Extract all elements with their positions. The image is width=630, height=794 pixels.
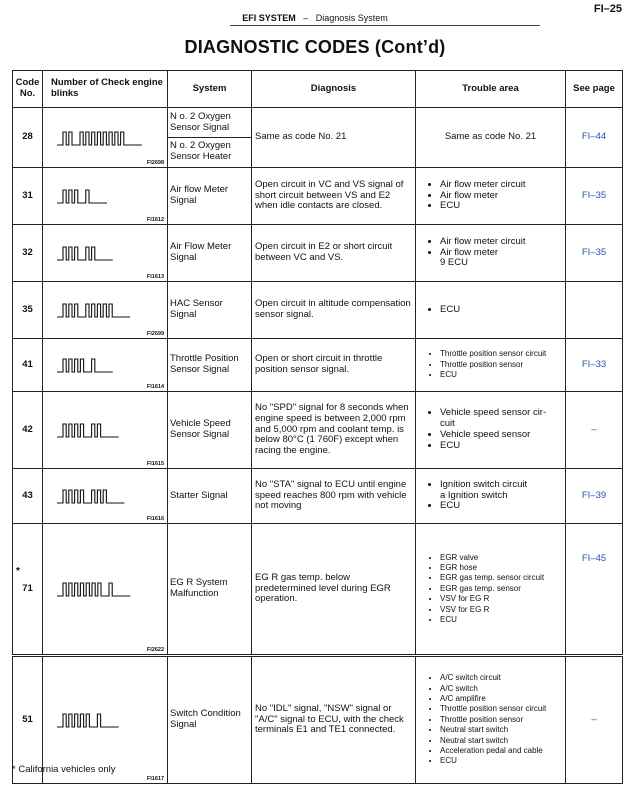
col-header-system: System	[168, 71, 252, 108]
see-page-link[interactable]: FI–35	[566, 168, 623, 225]
trouble-item: • Air flow meter	[440, 191, 563, 202]
blink-pulse-trace	[57, 583, 130, 596]
diagnosis-cell: No "SPD" signal for 8 seconds when engine speed is between 2,000 rpm and 5,000 rpm and coolant temp. is below 80°C (1 760F) except when racing the engine.	[252, 392, 416, 469]
col-header-blinks: Number of Check engine blinks	[43, 71, 168, 108]
code-cell: 42	[13, 392, 43, 469]
diagnosis-cell: Open circuit in E2 or short circuit between VC and VS.	[252, 225, 416, 282]
blink-pulse-trace	[57, 490, 124, 503]
trouble-item: • Air flow meter	[440, 248, 563, 259]
diagnosis-cell: No "IDL" signal, "NSW" signal or "A/C" signal to ECU, with the check terminals E1 and TE1 connected.	[252, 656, 416, 784]
blink-waveform	[55, 483, 155, 509]
table-row	[13, 225, 623, 282]
figure-ref: FI1614	[146, 383, 164, 390]
trouble-area-cell	[416, 282, 566, 339]
trouble-area-cell	[416, 469, 566, 524]
blink-pattern-cell	[43, 282, 168, 339]
diagnosis-cell: Open circuit in altitude compensation sensor signal.	[252, 282, 416, 339]
trouble-item: • ECU	[440, 501, 563, 512]
trouble-item: • Throttle position sensor circuit	[440, 704, 563, 714]
page-number: FI–25	[593, 3, 622, 15]
code-cell: 41	[13, 339, 43, 392]
system-cell: Air flow Meter Signal	[168, 168, 252, 225]
trouble-item: • EGR hose	[440, 563, 563, 573]
blink-waveform	[55, 707, 155, 733]
system-cell	[168, 108, 252, 168]
col-header-see-page: See page	[566, 71, 623, 108]
blink-pulse-trace	[57, 132, 142, 145]
blink-pattern-cell	[43, 225, 168, 282]
figure-ref: FI1612	[146, 216, 164, 223]
figure-ref: FI2698	[146, 159, 164, 166]
trouble-item: • Throttle position sensor	[440, 360, 563, 370]
trouble-item: • Air flow meter circuit	[440, 237, 563, 248]
trouble-area-cell	[416, 524, 566, 656]
system-cell: Vehicle Speed Sensor Signal	[168, 392, 252, 469]
table-row	[13, 108, 623, 168]
trouble-item: • Air flow meter circuit	[440, 180, 563, 191]
trouble-item: • Throttle position sensor	[440, 715, 563, 725]
see-page-link: –	[566, 656, 623, 784]
system-cell: EG R System Malfunction	[168, 524, 252, 656]
trouble-area-cell: Same as code No. 21	[416, 108, 566, 168]
blink-pulse-trace	[57, 304, 130, 317]
see-page-link[interactable]: FI–45	[566, 524, 623, 656]
trouble-item: • Vehicle speed sensor cir- cuit	[440, 408, 563, 430]
table-row	[13, 339, 623, 392]
trouble-item: • VSV for EG R	[440, 594, 563, 604]
see-page-link[interactable]: FI–35	[566, 225, 623, 282]
code-cell: 28	[13, 108, 43, 168]
col-header-diagnosis: Diagnosis	[252, 71, 416, 108]
trouble-item: • ECU	[440, 615, 563, 625]
blink-waveform	[55, 125, 155, 151]
trouble-item: a Ignition switch	[440, 489, 508, 501]
blink-pulse-trace	[57, 424, 119, 437]
trouble-item: • ECU	[440, 756, 563, 766]
asterisk-mark: *	[16, 566, 20, 577]
blink-waveform	[55, 183, 155, 209]
diagnosis-cell: Open or short circuit in throttle position sensor signal.	[252, 339, 416, 392]
col-header-trouble-area: Trouble area	[416, 71, 566, 108]
table-header-row	[13, 71, 623, 108]
trouble-item: • ECU	[440, 201, 563, 212]
trouble-area-cell	[416, 656, 566, 784]
trouble-item: • EGR gas temp. sensor	[440, 584, 563, 594]
table-row	[13, 524, 623, 656]
figure-ref: FI1617	[146, 775, 164, 782]
blink-waveform	[55, 417, 155, 443]
blink-pulse-trace	[57, 247, 113, 260]
trouble-item: • Acceleration pedal and cable	[440, 746, 563, 756]
blink-pattern-cell	[43, 108, 168, 168]
figure-ref: FI1616	[146, 515, 164, 522]
trouble-item: • Throttle position sensor circuit	[440, 349, 563, 359]
footnote: * California vehicles only	[12, 764, 116, 775]
trouble-item: • VSV for EG R	[440, 605, 563, 615]
see-page-link: –	[566, 392, 623, 469]
code-cell	[13, 524, 43, 656]
header-subsection: Diagnosis System	[315, 13, 388, 23]
trouble-item: • A/C switch	[440, 684, 563, 694]
system-label: N o. 2 Oxygen Sensor Signal	[168, 109, 251, 138]
trouble-area-cell	[416, 339, 566, 392]
trouble-item: • Ignition switch circuit	[440, 480, 563, 491]
see-page-link[interactable]: FI–39	[566, 469, 623, 524]
table-row	[13, 282, 623, 339]
code-cell: 51	[13, 656, 43, 784]
blink-pattern-cell	[43, 392, 168, 469]
diagnosis-cell: EG R gas temp. below predetermined level during EGR operation.	[252, 524, 416, 656]
figure-ref: FI2622	[146, 646, 164, 653]
blink-pulse-trace	[57, 190, 107, 203]
trouble-area-cell	[416, 168, 566, 225]
blink-waveform	[55, 297, 155, 323]
diagnosis-cell: Same as code No. 21	[252, 108, 416, 168]
see-page-link[interactable]: FI–33	[566, 339, 623, 392]
code-cell: 35	[13, 282, 43, 339]
trouble-item: • Vehicle speed sensor	[440, 430, 563, 441]
trouble-item: • EGR gas temp. sensor circuit	[440, 573, 563, 583]
trouble-item: • EGR valve	[440, 553, 563, 563]
trouble-item: • Neutral start switch	[440, 725, 563, 735]
table-row	[13, 168, 623, 225]
blink-waveform	[55, 352, 155, 378]
trouble-item: 9 ECU	[440, 257, 468, 269]
diagnosis-cell: Open circuit in VC and VS signal of short circuit between VS and E2 when idle contacts are closed.	[252, 168, 416, 225]
header-separator: –	[303, 13, 309, 23]
header-section: EFI SYSTEM	[242, 13, 296, 23]
code-cell: 43	[13, 469, 43, 524]
diagnosis-cell: No "STA" signal to ECU until engine speed reaches 800 rpm with vehicle not moving	[252, 469, 416, 524]
code-number: 71	[22, 582, 33, 594]
system-cell: Starter Signal	[168, 469, 252, 524]
trouble-item: • ECU	[440, 441, 563, 452]
system-label: N o. 2 Oxygen Sensor Heater	[170, 140, 232, 162]
table-row	[13, 392, 623, 469]
see-page-link[interactable]	[566, 282, 623, 339]
trouble-item: • A/C switch circuit	[440, 673, 563, 683]
trouble-area-cell	[416, 225, 566, 282]
code-cell: 31	[13, 168, 43, 225]
trouble-area-cell	[416, 392, 566, 469]
figure-ref: FI2699	[146, 330, 164, 337]
code-cell: 32	[13, 225, 43, 282]
blink-pattern-cell	[43, 524, 168, 656]
blink-pattern-cell	[43, 168, 168, 225]
blink-pattern-cell	[43, 469, 168, 524]
blink-pulse-trace	[57, 359, 113, 372]
trouble-item: • ECU	[440, 370, 563, 380]
see-page-link[interactable]: FI–44	[566, 108, 623, 168]
system-cell: Throttle Position Sensor Signal	[168, 339, 252, 392]
system-cell: HAC Sensor Signal	[168, 282, 252, 339]
table-row	[13, 469, 623, 524]
page-title: DIAGNOSTIC CODES (Cont’d)	[184, 37, 446, 57]
system-cell: Switch Condition Signal	[168, 656, 252, 784]
running-header	[0, 13, 630, 23]
header-rule	[230, 25, 540, 26]
figure-ref: FI1613	[146, 273, 164, 280]
diagnostic-codes-table	[12, 70, 623, 784]
blink-pulse-trace	[57, 714, 119, 727]
blink-pattern-cell	[43, 339, 168, 392]
trouble-item: • ECU	[440, 305, 563, 316]
trouble-item: • Neutral start switch	[440, 736, 563, 746]
system-cell: Air Flow Meter Signal	[168, 225, 252, 282]
col-header-code: Code No.	[13, 71, 43, 108]
trouble-item: • A/C amplifire	[440, 694, 563, 704]
figure-ref: FI1615	[146, 460, 164, 467]
blink-waveform	[55, 576, 155, 602]
blink-waveform	[55, 240, 155, 266]
